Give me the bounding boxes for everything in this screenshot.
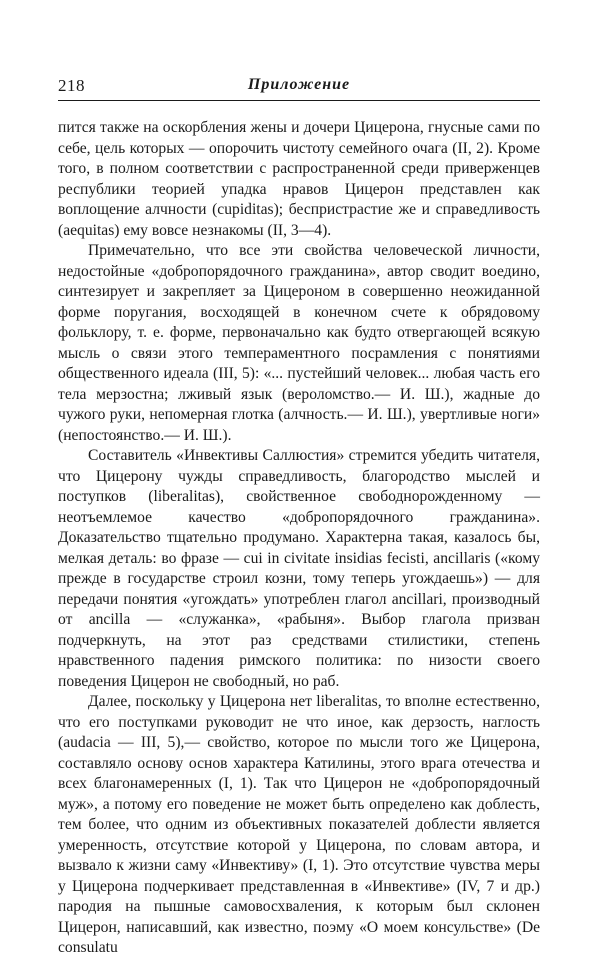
running-title: Приложение [247, 76, 351, 93]
page-number: 218 [58, 76, 85, 95]
paragraph: Примечательно, что все эти свойства человеческой личности, недостойные «добропорядочного гражданина», автор сводит воедино, синтезирует и закрепляет за Цицероном в совершенно неожиданной форме поругания, восходящей в конечном счете к обрядовому фольклору, т. е. форме, первоначально как будто отвергающей всякую мысль о связи этого темпераментного посрамления с понятиями общественного идеала (III, 5): «... пустейший человек... любая часть его тела мерзостна; лживый язык (вероломство.— И. Ш.), жадные до чужого руки, непомерная глотка (алчность.— И. Ш.), увертливые ноги» (непостоянство.— И. Ш.). [58, 242, 540, 444]
paragraph: пится также на оскорбления жены и дочери Цицерона, гнусные сами по себе, цель которых — опорочить чистоту семейного очага (II, 2). Кроме того, в полном соответствии с распространенной среди приверженцев республики теорией упадка нравов Цицерон представлен как воплощение алчности (cupiditas); беспристрастие же и справедливость (aequitas) ему вовсе незнакомы (II, 3—4). [58, 119, 540, 239]
paragraph: Составитель «Инвективы Саллюстия» стремится убедить читателя, что Цицерону чужды справедливость, благородство мыслей и поступков (liberalitas), свойственное свободнорожденному — неотъемлемое качество «добропорядочного гражданина». Доказательство тщательно продумано. Характерна такая, казалось бы, мелкая деталь: во фразе — cui in civitate insidias fecisti, ancillaris («кому прежде в государстве строил козни, тому теперь угождаешь») — для передачи понятия «угождать» употреблен глагол ancillari, производный от ancilla — «служанка», «рабыня». Выбор глагола призван подчеркнуть, на этот раз средствами стилистики, степень нравственного падения римского политика: по низости своего поведения Цицерон не свободный, но раб. [58, 447, 540, 690]
body-text [58, 118, 540, 959]
paragraph: Далее, поскольку у Цицерона нет liberalitas, то вполне естественно, что его поступками руководит не что иное, как дерзость, наглость (audacia — III, 5),— свойство, которое по мысли того же Цицерона, составляло основу основ характера Катилины, этого врага отечества и всех благонамеренных (I, 1). Так что Цицерон не «добропорядочный муж», а потому его поведение не может быть определено как доблесть, тем более, что одним из объективных показателей доблести является умеренность, отсутствие которой у Цицерона, по словам автора, и вызвало к жизни саму «Инвективу» (I, 1). Это отсутствие чувства меры у Цицерона подчеркивает представленная в «Инвективе» (IV, 7 и др.) пародия на пышные самовосхваления, к которым был склонен Цицерон, написавший, как известно, поэму «О моем консульстве» (De consulatu [58, 693, 540, 956]
page-header [58, 76, 540, 98]
header-rule [58, 100, 540, 101]
